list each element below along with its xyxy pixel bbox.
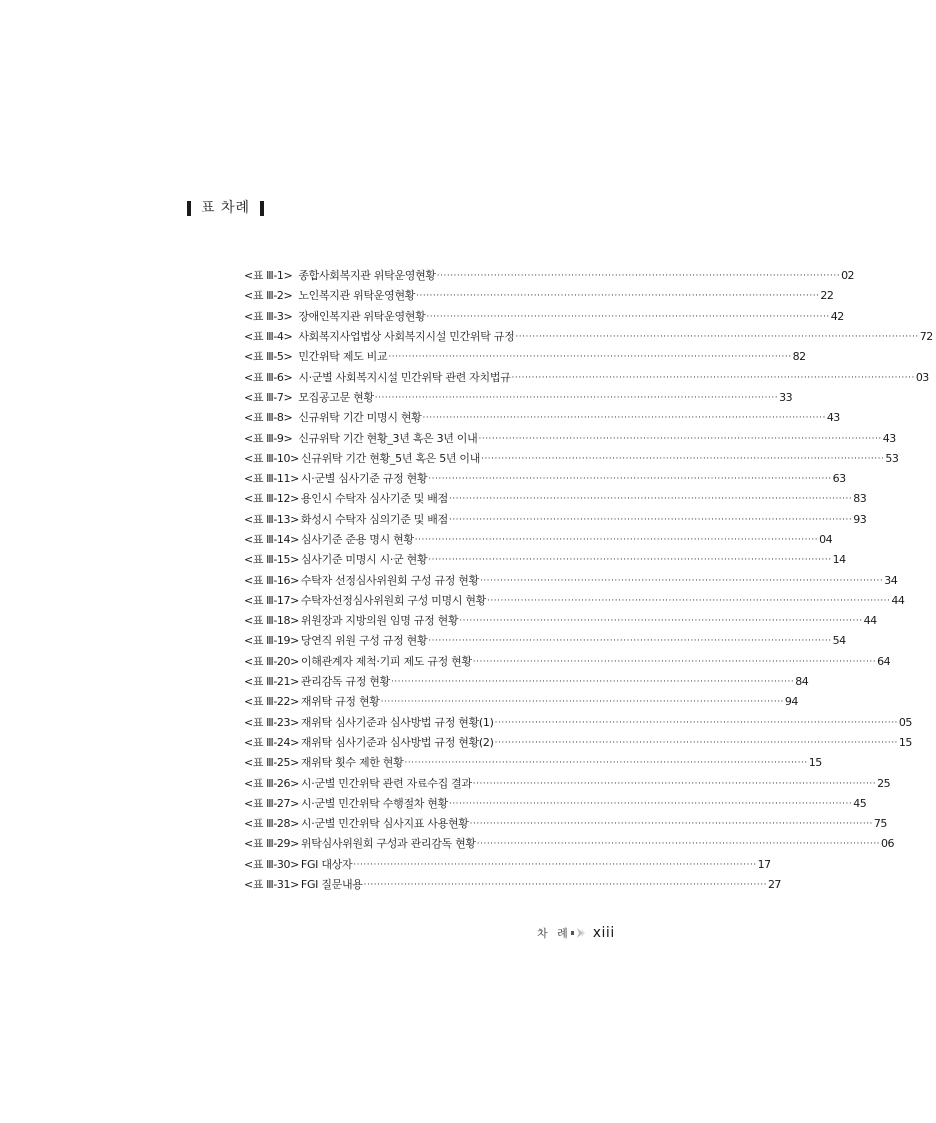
toc-entry[interactable] <box>244 347 806 367</box>
toc-entry-title: 재위탁 심사기준과 심사방법 규정 현황(1) <box>300 715 494 729</box>
toc-entry-label: <표 Ⅲ-9> <box>244 431 293 445</box>
toc-entry-page: 42 <box>830 309 844 323</box>
toc-entry[interactable] <box>244 388 793 408</box>
toc-entry-page: 43 <box>882 431 896 445</box>
toc-entry[interactable] <box>244 611 877 631</box>
toc-entry-page: 44 <box>891 593 905 607</box>
dot-leader: ························································································································ <box>494 717 898 728</box>
toc-entry-label: <표 Ⅲ-7> <box>244 390 293 404</box>
toc-entry-title: 민간위탁 제도 비교 <box>298 350 388 364</box>
section-header <box>187 199 264 217</box>
toc-entry-title: 노인복지관 위탁운영현황 <box>298 289 416 303</box>
toc-entry-title: 재위탁 규정 현황 <box>300 695 380 709</box>
toc-entry-page: 04 <box>819 533 833 546</box>
toc-entry-title: 당연직 위원 구성 규정 현황 <box>300 634 428 648</box>
toc-entry-page: 25 <box>877 776 891 790</box>
toc-entry-page: 17 <box>757 857 771 871</box>
toc-entry-title: 신규위탁 기간 미명시 현황 <box>298 411 422 425</box>
toc-entry-label: <표 Ⅲ-19> <box>244 634 299 648</box>
toc-entry-label: <표 Ⅲ-3> <box>244 309 293 323</box>
toc-entry-title: 위원장과 지방의원 임명 규정 현황 <box>300 614 459 628</box>
dot-leader: ························································································································ <box>487 595 891 606</box>
page-number: xiii <box>592 925 615 941</box>
toc-entry[interactable] <box>244 367 929 387</box>
toc-entry-title: 이해관계자 제척·기피 제도 규정 현황 <box>300 654 472 668</box>
toc-entry-label: <표 Ⅲ-23> <box>244 715 299 729</box>
toc-entry-page: 34 <box>884 573 898 587</box>
toc-entry-page: 22 <box>820 289 834 303</box>
dot-leader: ························································································································ <box>422 413 826 424</box>
toc-entry-page: 44 <box>863 614 877 628</box>
toc-entry-title: 사회복지사업법상 사회복지시설 민간위탁 규정 <box>298 330 515 344</box>
toc-entry-page: 84 <box>795 675 809 689</box>
toc-entry-page: 94 <box>784 695 798 709</box>
toc-entry-page: 53 <box>885 451 899 465</box>
toc-entry-page: 27 <box>767 878 781 892</box>
toc-entry-label: <표 Ⅲ-21> <box>244 675 299 689</box>
toc-entry-title: 시·군별 심사기준 규정 현황 <box>300 472 428 486</box>
toc-entry-page: 83 <box>853 492 867 506</box>
toc-entry-label: <표 Ⅲ-15> <box>244 553 299 567</box>
page-title: 표 차례 <box>201 200 251 216</box>
dot-leader: ························································································································ <box>353 859 757 870</box>
dot-leader: ························································································································ <box>428 636 832 647</box>
toc-entry[interactable] <box>244 286 834 306</box>
toc-entry-page: 06 <box>881 837 895 851</box>
toc-entry-page: 33 <box>779 390 793 404</box>
dot-leader: ························································································································ <box>515 332 919 343</box>
toc-entry-label: <표 Ⅲ-30> <box>244 857 299 871</box>
dot-leader: ························································································································ <box>426 311 830 322</box>
toc-entry[interactable] <box>244 489 867 509</box>
toc-entry-page: 05 <box>898 715 912 729</box>
page-footer <box>537 923 615 943</box>
dot-leader: ························································································································ <box>388 352 792 363</box>
toc-entry-label: <표 Ⅲ-18> <box>244 614 299 628</box>
dot-leader: ························································································································ <box>511 372 915 383</box>
toc-entry-page: 64 <box>877 654 891 668</box>
dot-leader: ························································································································ <box>404 758 808 769</box>
toc-entry-title: 화성시 수탁자 심의기준 및 배점 <box>300 512 448 526</box>
toc-entry-page: 15 <box>808 756 822 770</box>
dot-leader: ························································································································ <box>380 697 784 708</box>
toc-entry-label: <표 Ⅲ-26> <box>244 776 299 790</box>
footer-section-label: 차 례 <box>537 927 571 940</box>
toc-entry-page: 02 <box>841 269 855 283</box>
toc-entry-title: FGI 대상자 <box>300 857 353 871</box>
toc-entry-title: 수탁자선정심사위원회 구성 미명시 현황 <box>300 593 487 607</box>
toc-entry-title: 신규위탁 기간 현황_5년 혹은 5년 이내 <box>300 451 481 465</box>
toc-entry-title: 위탁심사위원회 구성과 관리감독 현황 <box>300 837 476 851</box>
dot-leader: ························································································································ <box>472 656 877 667</box>
dot-leader: ························································································································ <box>481 453 885 464</box>
toc-entry-label: <표 Ⅲ-17> <box>244 593 299 607</box>
toc-entry[interactable] <box>244 855 771 875</box>
dot-leader: ························································································································ <box>414 535 819 545</box>
toc-entry-title: 재위탁 횟수 제한 현황 <box>300 756 404 770</box>
toc-entry-label: <표 Ⅲ-31> <box>244 878 299 892</box>
toc-entry-title: 시·군별 민간위탁 관련 자료수집 결과 <box>300 776 472 790</box>
toc-entry-label: <표 Ⅲ-24> <box>244 735 299 749</box>
toc-entry-page: 45 <box>853 796 867 810</box>
dot-leader: ························································································································ <box>436 271 841 282</box>
toc-entry-label: <표 Ⅲ-6> <box>244 370 293 384</box>
toc-entry-title: 심사기준 준용 명시 현황 <box>300 533 414 546</box>
dot-leader: ························································································································ <box>390 677 795 688</box>
dot-leader: ························································································································ <box>448 514 853 525</box>
toc-entry[interactable] <box>244 510 867 530</box>
table-list <box>244 266 933 895</box>
dot-leader: ························································································································ <box>448 494 853 505</box>
dot-leader: ························································································································ <box>363 880 767 891</box>
toc-entry[interactable] <box>244 814 887 834</box>
toc-entry[interactable] <box>244 327 933 347</box>
toc-entry-label: <표 Ⅲ-12> <box>244 492 299 506</box>
toc-entry-title: 모집공고문 현황 <box>298 390 374 404</box>
toc-entry-label: <표 Ⅲ-27> <box>244 796 299 810</box>
dot-leader: ························································································································ <box>459 616 863 627</box>
dot-leader: ························································································································ <box>476 839 881 850</box>
toc-entry[interactable] <box>244 875 781 895</box>
toc-entry[interactable] <box>244 713 912 733</box>
toc-entry-page: 82 <box>792 350 806 364</box>
toc-entry-title: 장애인복지관 위탁운영현황 <box>298 309 426 323</box>
toc-entry[interactable] <box>244 570 898 590</box>
toc-entry-label: <표 Ⅲ-8> <box>244 411 293 425</box>
toc-entry-page: 43 <box>826 411 840 425</box>
toc-entry[interactable] <box>244 672 809 692</box>
toc-entry-label: <표 Ⅲ-11> <box>244 472 299 486</box>
toc-entry-page: 03 <box>915 370 929 384</box>
dot-leader: ························································································································ <box>472 778 877 789</box>
dot-leader: ························································································································ <box>374 392 779 403</box>
toc-entry[interactable] <box>244 530 833 550</box>
toc-entry-label: <표 Ⅲ-1> <box>244 269 293 283</box>
toc-entry-title: 시·군별 사회복지시설 민간위탁 관련 자치법규 <box>298 370 511 384</box>
toc-entry-page: 63 <box>832 472 846 486</box>
toc-entry[interactable] <box>244 753 822 773</box>
dot-leader: ························································································································ <box>428 474 832 485</box>
toc-entry-label: <표 Ⅲ-4> <box>244 330 293 344</box>
toc-entry[interactable] <box>244 692 798 712</box>
toc-entry[interactable] <box>244 449 899 469</box>
header-right-bar <box>260 201 264 216</box>
arrow-icon <box>571 927 587 939</box>
toc-entry-label: <표 Ⅲ-13> <box>244 512 299 526</box>
dot-leader: ························································································································ <box>494 737 898 748</box>
toc-entry-label: <표 Ⅲ-22> <box>244 695 299 709</box>
toc-entry-title: 관리감독 규정 현황 <box>300 675 390 689</box>
toc-entry[interactable] <box>244 550 846 570</box>
toc-entry-page: 54 <box>832 634 846 648</box>
toc-entry[interactable] <box>244 794 867 814</box>
toc-entry-title: 용인시 수탁자 심사기준 및 배점 <box>300 492 448 506</box>
header-left-bar <box>187 201 191 216</box>
toc-entry[interactable] <box>244 408 840 428</box>
toc-entry[interactable] <box>244 773 891 793</box>
toc-entry-label: <표 Ⅲ-10> <box>244 451 299 465</box>
toc-entry-label: <표 Ⅲ-14> <box>244 533 299 546</box>
toc-entry[interactable] <box>244 591 905 611</box>
toc-entry[interactable] <box>244 733 912 753</box>
toc-entry[interactable] <box>244 652 891 672</box>
toc-entry-title: 재위탁 심사기준과 심사방법 규정 현황(2) <box>300 735 494 749</box>
toc-entry-page: 14 <box>832 553 846 567</box>
toc-entry-label: <표 Ⅲ-29> <box>244 837 299 851</box>
toc-entry-title: 종합사회복지관 위탁운영현황 <box>298 269 436 283</box>
toc-entry[interactable] <box>244 469 846 489</box>
dot-leader: ························································································································ <box>479 575 884 586</box>
toc-entry[interactable] <box>244 428 896 448</box>
dot-leader: ························································································································ <box>469 819 873 830</box>
toc-entry-label: <표 Ⅲ-5> <box>244 350 293 364</box>
toc-entry-page: 93 <box>853 512 867 526</box>
dot-leader: ························································································································ <box>428 555 832 566</box>
toc-entry-title: 심사기준 미명시 시·군 현황 <box>300 553 428 567</box>
toc-entry-label: <표 Ⅲ-16> <box>244 573 299 587</box>
toc-entry-page: 72 <box>919 330 933 344</box>
toc-entry-page: 75 <box>873 817 887 831</box>
toc-entry-title: 신규위탁 기간 현황_3년 혹은 3년 이내 <box>298 431 478 445</box>
dot-leader: ························································································································ <box>448 798 853 809</box>
toc-entry-label: <표 Ⅲ-2> <box>244 289 293 303</box>
toc-entry[interactable] <box>244 834 895 854</box>
toc-entry[interactable] <box>244 631 846 651</box>
toc-entry-title: 시·군별 민간위탁 수행절차 현황 <box>300 796 448 810</box>
toc-entry-label: <표 Ⅲ-20> <box>244 654 299 668</box>
toc-entry-title: 시·군별 민간위탁 심사지표 사용현황 <box>300 817 469 831</box>
toc-entry-label: <표 Ⅲ-25> <box>244 756 299 770</box>
dot-leader: ························································································································ <box>478 433 882 444</box>
toc-entry-title: 수탁자 선정심사위원회 구성 규정 현황 <box>300 573 479 587</box>
toc-entry-title: FGI 질문내용 <box>300 878 363 892</box>
toc-entry-page: 15 <box>898 735 912 749</box>
toc-entry-label: <표 Ⅲ-28> <box>244 817 299 831</box>
dot-leader: ························································································································ <box>416 291 820 302</box>
toc-entry[interactable] <box>244 266 855 286</box>
toc-entry[interactable] <box>244 307 844 327</box>
